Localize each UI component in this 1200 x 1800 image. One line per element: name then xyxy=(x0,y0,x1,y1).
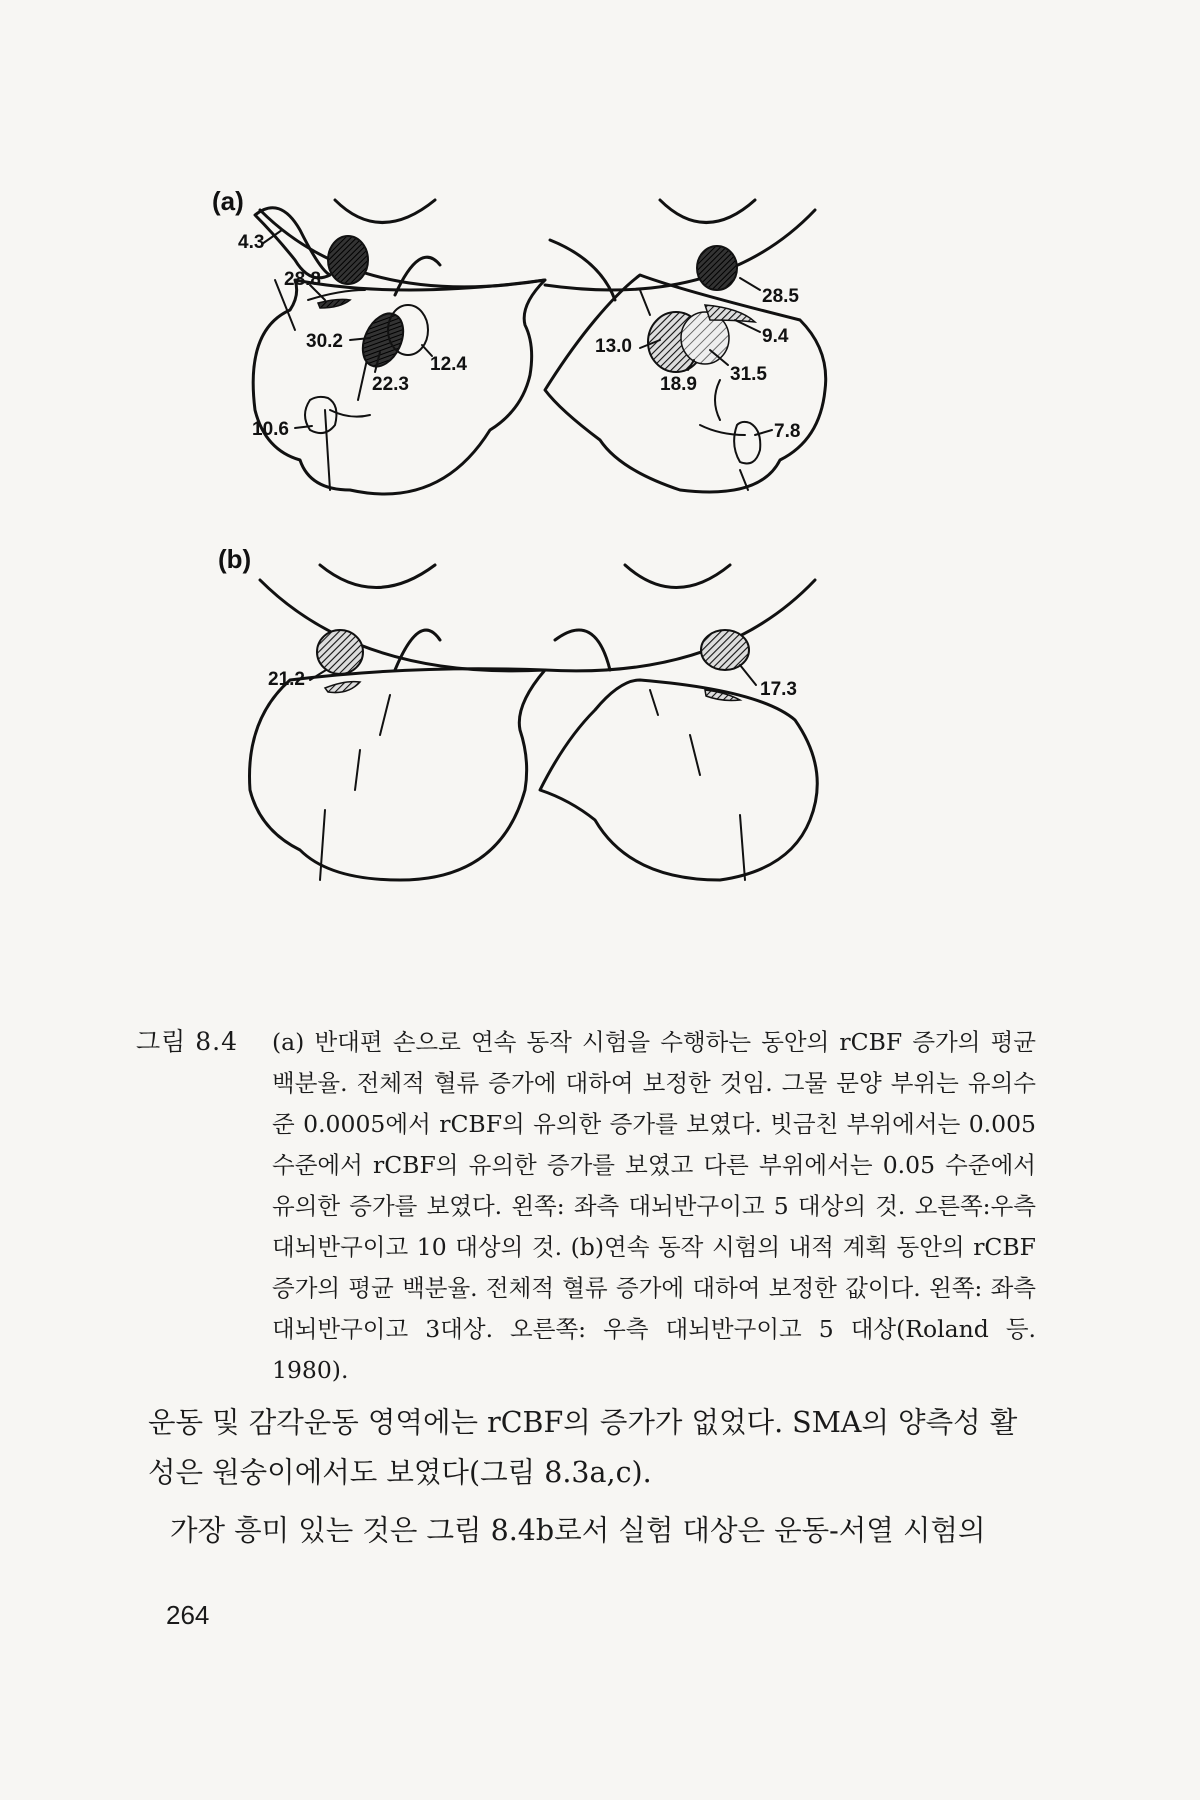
value-label: 4.3 xyxy=(238,232,265,253)
activation-region xyxy=(317,630,363,674)
outline-arc xyxy=(260,580,545,671)
outline-arc xyxy=(545,580,815,671)
activation-region xyxy=(318,299,350,308)
outline-arc xyxy=(545,210,815,290)
activation-region xyxy=(305,397,336,433)
value-label: 10.6 xyxy=(252,419,289,440)
caption-text: (a) 반대편 손으로 연속 동작 시험을 수행하는 동안의 rCBF 증가의 평균 백분율. 전체적 혈류 증가에 대하여 보정한 것임. 그물 문양 부위는 유의수준 0.0005에서 rCBF의 유의한 증가를 보였다. 빗금친 부위에서는 0.005 수준에서 rCBF의 유의한 증가를 보였고 다른 부위에서는 0.05 수준에서 유의한 증가를 보였다. 왼쪽: 좌측 대뇌반구이고 5 대상의 것. 오른쪽:우측 대뇌반구이고 10 대상의 것. (b)연속 동작 시험의 내적 계획 동안의 rCBF 증가의 평균 백분율. 전체적 혈류 증가에 대하여 보정한 값이다. 왼쪽: 좌측 대뇌반구이고 3대상. 오른쪽: 우측 대뇌반구이고 5 대상(Roland 등. 1980). xyxy=(272,1028,1036,1384)
value-label: 28.5 xyxy=(762,286,799,307)
body-text xyxy=(148,1398,1038,1556)
outline-arc xyxy=(660,200,755,223)
panel-b-label: (b) xyxy=(218,544,252,574)
activation-region xyxy=(734,422,760,464)
value-label: 13.0 xyxy=(595,336,632,357)
panel-a-right-hemisphere xyxy=(545,200,826,492)
sulcus-line xyxy=(325,410,330,490)
panel-b-left-hemisphere xyxy=(250,565,546,880)
value-label: 7.8 xyxy=(774,421,801,442)
outline-arc xyxy=(320,565,435,588)
sulcus-line xyxy=(740,815,745,880)
value-label: 17.3 xyxy=(760,679,797,700)
value-label: 31.5 xyxy=(730,364,767,385)
sulcus-line xyxy=(650,690,658,715)
sulcus-line xyxy=(700,425,745,435)
value-label: 12.4 xyxy=(430,354,467,375)
value-label: 22.3 xyxy=(372,374,409,395)
sulcus-line xyxy=(380,695,390,735)
value-label: 18.9 xyxy=(660,374,697,395)
activation-region xyxy=(697,246,737,290)
activation-region xyxy=(701,630,749,670)
activation-region xyxy=(325,682,360,693)
figure-8-4 xyxy=(200,190,1000,990)
paragraph: 운동 및 감각운동 영역에는 rCBF의 증가가 없었다. SMA의 양측성 활성은 원숭이에서도 보였다(그림 8.3a,c). xyxy=(148,1406,1018,1489)
outline-arc xyxy=(625,565,730,588)
value-label: 28.8 xyxy=(284,269,321,290)
activation-region xyxy=(328,236,368,284)
panel-a-label: (a) xyxy=(212,190,244,216)
leader-line xyxy=(740,278,760,290)
leader-line xyxy=(740,665,756,685)
sulcus-line xyxy=(355,750,360,790)
paragraph: 가장 흥미 있는 것은 그림 8.4b로서 실험 대상은 운동-서열 시험의 xyxy=(170,1514,986,1547)
activation-region xyxy=(355,307,411,373)
sulcus-line xyxy=(715,380,720,420)
page-number: 264 xyxy=(166,1600,210,1630)
panel-b-right-hemisphere xyxy=(540,565,817,880)
value-label: 9.4 xyxy=(762,326,789,347)
hemisphere-outline xyxy=(540,680,817,880)
sulcus-line xyxy=(690,735,700,775)
sulcus-line xyxy=(320,810,325,880)
hemisphere-outline xyxy=(250,669,546,880)
value-label: 30.2 xyxy=(306,331,343,352)
region-outline xyxy=(255,208,330,278)
caption-label: 그림 8.4 xyxy=(136,1027,239,1056)
sulcus-line xyxy=(640,290,650,315)
outline-arc xyxy=(555,630,610,670)
value-label: 21.2 xyxy=(268,669,305,690)
panel-a-left-hemisphere xyxy=(238,200,545,494)
brain-diagram xyxy=(200,190,1000,990)
outline-arc xyxy=(335,200,435,223)
